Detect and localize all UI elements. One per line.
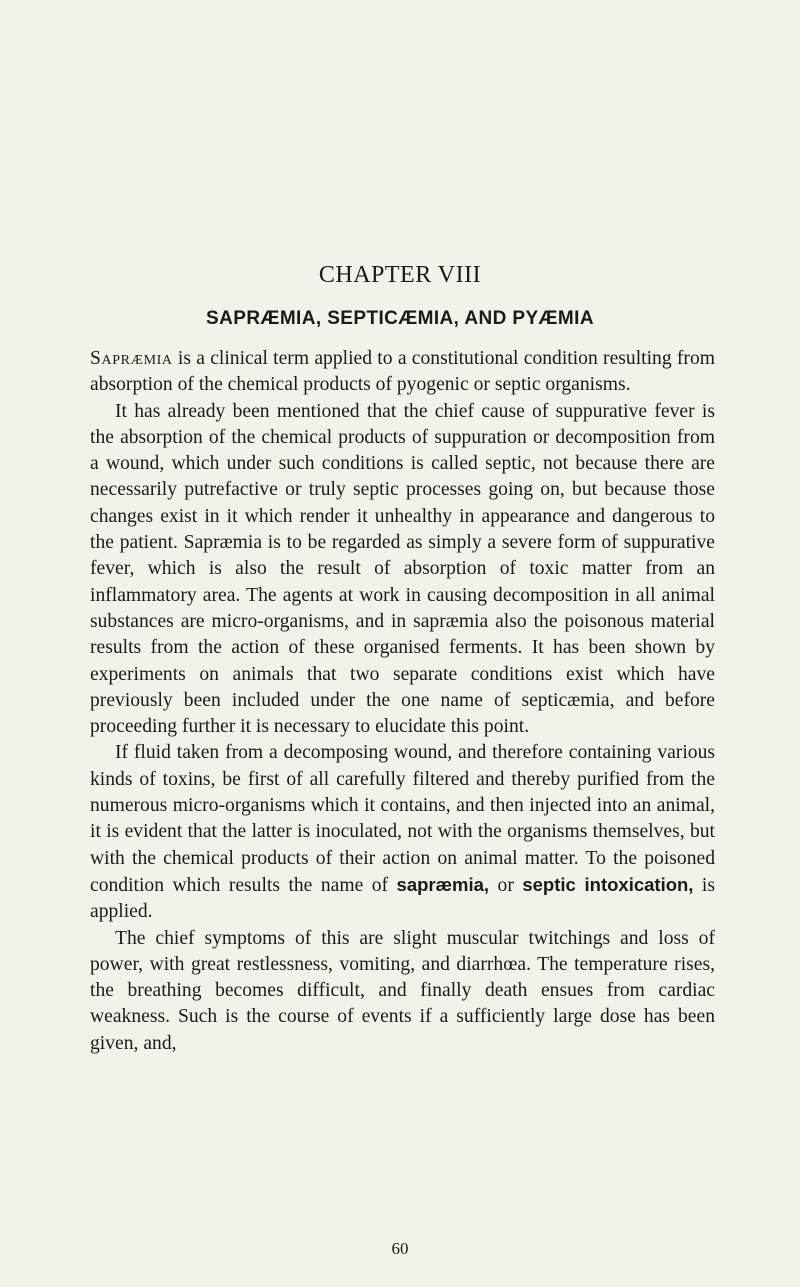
paragraph-2: It has already been mentioned that the chief cause of suppurative fever is the absorption of the chemical products of suppuration or decomposition from a wound, which under such conditions is called septic, not because there are necessarily putrefactive or truly septic processes going on, but because those changes exist in it which render it unhealthy in appearance and dangerous to the patient. Sapræmia is to be regarded as simply a severe form of suppurative fever, which is also the result of absorption of toxic matter from an inflammatory area. The agents at work in causing decomposition in all animal substances are micro-organisms, and in sapræmia also the poisonous material results from the action of these organised ferments. It has been shown by experiments on animals that two separate conditions exist which have previously been included under the one name of septicæmia, and before proceeding further it is necessary to elucidate this point. [90, 400, 715, 738]
chapter-title: SAPRÆMIA, SEPTICÆMIA, AND PYÆMIA [206, 308, 594, 329]
page-number: 60 [391, 1239, 409, 1258]
paragraph-3-text-mid: or [489, 874, 523, 896]
paragraph-1 [90, 346, 715, 399]
paragraph-3-text-end: is applied. [90, 874, 715, 923]
chapter-heading: CHAPTER VIII [318, 262, 482, 288]
paragraph-3-text-a: If fluid taken from a decomposing wound, and therefore containing various kinds of toxins, be first of all carefully filtered and thereby purified from the numerous micro-organisms which it contains, and then injected into an animal, it is evident that the latter is inoculated, not with the organisms themselves, but with the chemical products of their action on animal matter. To the poisoned condition which results the name of [90, 742, 715, 896]
body-text [90, 346, 715, 1057]
term-sapraemia: sapræmia, [396, 873, 490, 895]
paragraph-3 [90, 740, 715, 925]
paragraph-4: The chief symptoms of this are slight muscular twitchings and loss of power, with great restlessness, vomiting, and diarrhœa. The temperature rises, the breathing becomes difficult, and finally death ensues from cardiac weakness. Such is the course of events if a sufficiently large dose has been given, and, [90, 927, 715, 1054]
term-septic-intoxication: septic intoxication, [522, 873, 694, 895]
lead-term: Sapræmia [90, 348, 173, 369]
paragraph-1-text: is a clinical term applied to a constitutional condition resulting from absorption of the chemical products of pyogenic or septic organisms. [90, 348, 715, 396]
